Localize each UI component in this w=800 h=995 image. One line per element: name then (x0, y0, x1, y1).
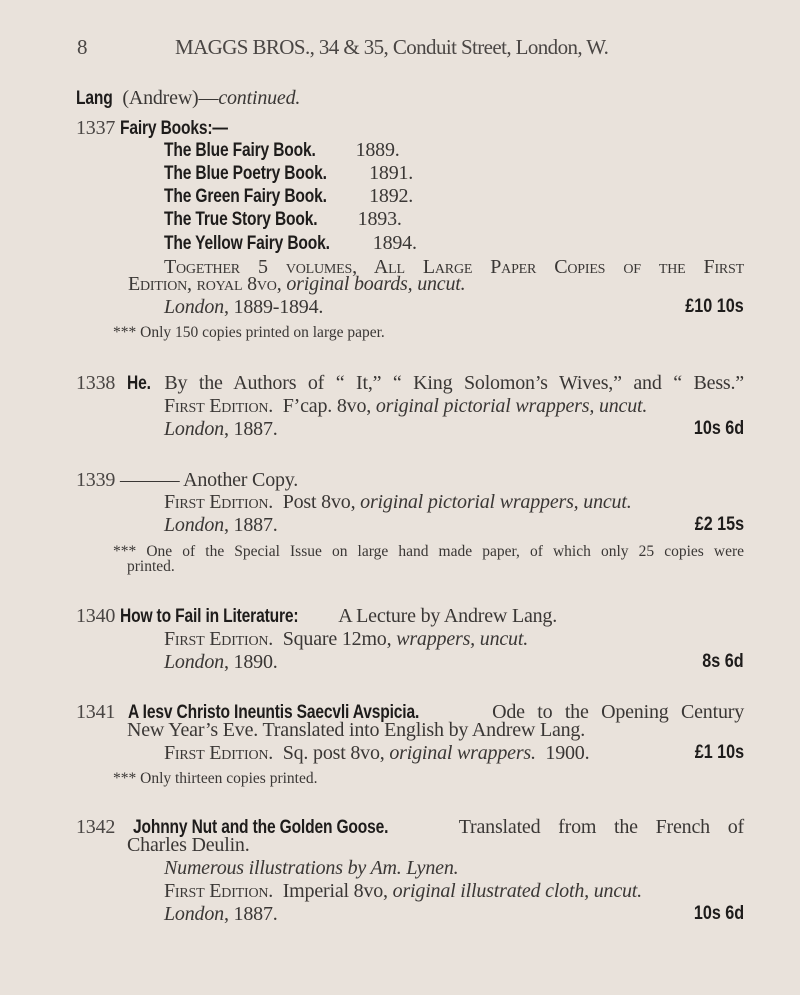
price: 10s 6d (693, 418, 744, 439)
lot-number: 1342 (76, 816, 116, 838)
price: £2 15s (694, 514, 744, 535)
entry-title: How to Fail in Literature: (120, 606, 299, 627)
running-title: MAGGS BROS., 34 & 35, Conduit Street, London, W. (175, 35, 609, 59)
price: 10s 6d (693, 903, 744, 924)
book-item: The Green Fairy Book. 1892. (164, 185, 414, 207)
book-item: The Blue Poetry Book. 1891. (164, 162, 414, 184)
book-item: The True Story Book. 1893. (164, 208, 402, 230)
book-item: The Blue Fairy Book. 1889. (164, 139, 400, 161)
price: £1 10s (694, 742, 744, 763)
lot-number: 1339 (76, 469, 116, 491)
imprint: London, 1889-1894. (164, 296, 324, 318)
ditto-dash: ——— (120, 469, 180, 491)
author-name: Lang (76, 88, 113, 109)
entry-description: New Year’s Eve. Translated into English by Andrew Lang. (127, 719, 586, 741)
edition-line: First Edition. Imperial 8vo, original illustrated cloth, uncut. (164, 880, 642, 902)
entry-title: Johnny Nut and the Golden Goose. (132, 817, 389, 838)
entry-title: Fairy Books:— (120, 118, 228, 139)
section-heading (76, 87, 300, 110)
continued-label: continued. (218, 87, 301, 109)
imprint: London, 1887. (164, 903, 278, 925)
lot-number: 1341 (76, 701, 116, 723)
entry-description: Edition, royal 8vo, original boards, uncut. (128, 273, 466, 295)
edition-line: First Edition. Sq. post 8vo, original wrappers. 1900. (164, 742, 590, 764)
lot-number: 1340 (76, 605, 116, 627)
footnote: *** Only 150 copies printed on large paper. (113, 324, 385, 341)
edition-line: First Edition. Square 12mo, wrappers, uncut. (164, 628, 529, 650)
edition-line: First Edition. Post 8vo, original pictorial wrappers, uncut. (164, 491, 632, 513)
imprint: London, 1887. (164, 418, 278, 440)
author-forename: (Andrew)— (122, 87, 219, 109)
entry-title: Another Copy. (183, 469, 299, 491)
entry-description: Charles Deulin. (127, 834, 250, 856)
illustrations-note: Numerous illustrations by Am. Lynen. (164, 857, 459, 879)
entry-title: A Iesv Christo Ineuntis Saecvli Avspicia. (127, 702, 419, 723)
footnote: *** One of the Special Issue on large hand made paper, of which only 25 copies were (113, 543, 744, 560)
edition-line: First Edition. F’cap. 8vo, original pictorial wrappers, uncut. (164, 395, 648, 417)
price: 8s 6d (702, 651, 744, 672)
page-number: 8 (77, 35, 88, 59)
footnote: printed. (127, 558, 175, 575)
footnote: *** Only thirteen copies printed. (113, 770, 318, 787)
lot-number: 1338 (76, 372, 116, 394)
price: £10 10s (685, 296, 744, 317)
entry-title: He. (126, 373, 151, 394)
book-item: The Yellow Fairy Book. 1894. (164, 232, 417, 254)
imprint: London, 1890. (164, 651, 278, 673)
entry-description: Together 5 volumes, All Large Paper Copies of the First (164, 256, 744, 278)
lot-number: 1337 (76, 117, 116, 139)
imprint: London, 1887. (164, 514, 278, 536)
